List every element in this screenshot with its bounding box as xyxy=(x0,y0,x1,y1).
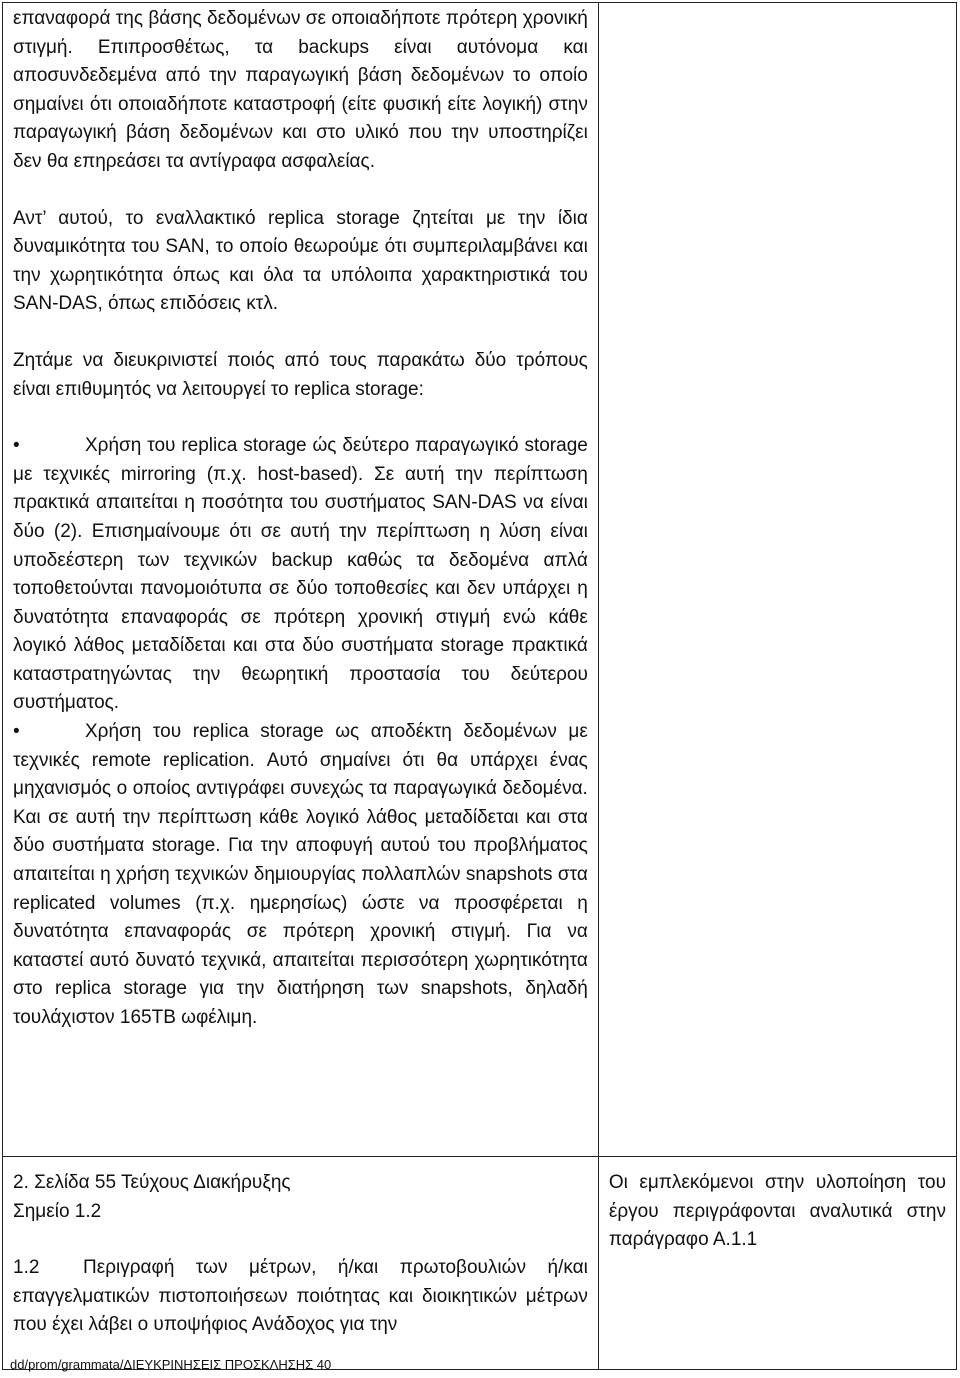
question-cell xyxy=(3,3,599,1157)
answer-cell xyxy=(598,3,956,1157)
list-item xyxy=(13,432,588,718)
item-number: 1.2 xyxy=(13,1257,40,1279)
paragraph-replica-request: Αντ’ αυτού, το εναλλακτικό replica storage ζητείται με την ίδια δυναμικότητα του SAN, το οποίο θεωρούμε ότι συμπεριλαμβάνει και την χωρητικότητα όπως και όλα τα υπόλοιπα χαρακτηριστικά του SAN-DAS, όπως επιδόσεις κτλ. xyxy=(13,207,588,315)
document-table xyxy=(2,2,957,1370)
bullet-list xyxy=(13,432,588,1032)
item-paragraph xyxy=(13,1254,588,1340)
question-cell xyxy=(3,1157,599,1370)
answer-text: Οι εμπλεκόμενοι στην υλοποίηση του έργου περιγράφονται αναλυτικά στην παράγραφο Α.1.1 xyxy=(608,1172,946,1251)
list-item-text: Χρήση του replica storage ως αποδέκτη δεδομένων με τεχνικές remote replication. Αυτό σημαίνει ότι θα υπάρχει ένας μηχανισμός ο οποίος αντιγράφει συνεχώς τα παραγωγικά δεδομένα. Και σε αυτή την περίπτωση κάθε λογικό λάθος μεταδίδεται και στα δύο συστήματα storage. Για την αποφυγή αυτού του προβλήματος απαιτείται η χρήση τεχνικών δημιουργίας πολλαπλών snapshots στα replicated volumes (π.χ. ημερησίως) ώστε να προσφέρεται η δυνατότητα επαναφοράς σε πρότερη χρονική στιγμή. Για να καταστεί αυτό δυνατό τεχνικά, απαιτείται περισσότερη χωρητικότητα στο replica storage για την διατήρηση των snapshots, δηλαδή τουλάχιστον 165TB ωφέλιμη. xyxy=(13,721,588,1028)
item-text: Περιγραφή των μέτρων, ή/και πρωτοβουλιών ή/και επαγγελματικών πιστοποιήσεων ποιότητας και διοικητικών μέτρων που έχει λάβει ο υποψήφιος Ανάδοχος για την xyxy=(13,1257,588,1336)
bullet-icon: • xyxy=(13,435,20,457)
reference-line: 2. Σελίδα 55 Τεύχους Διακήρυξης xyxy=(13,1172,291,1193)
paragraph-backup-context: επαναφορά της βάσης δεδομένων σε οποιαδήποτε πρότερη χρονική στιγμή. Επιπροσθέτως, τα backups είναι αυτόνομα και αποσυνδεδεμένα από την παραγωγική βάση δεδομένων το οποίο σημαίνει ότι οποιαδήποτε καταστροφή (είτε φυσική είτε λογική) στην παραγωγική βάση δεδομένων και στο υλικό που την υποστηρίζει δεν θα επηρεάσει τα αντίγραφα ασφαλείας. xyxy=(13,8,588,172)
list-item-text: Χρήση του replica storage ώς δεύτερο παραγωγικό storage με τεχνικές mirroring (π.χ. host-based). Σε αυτή την περίπτωση πρακτικά απαιτείται η ποσότητα του συστήματος SAN-DAS να είναι δύο (2). Επισημαίνουμε ότι σε αυτή την περίπτωση η λύση είναι υποδεέστερη των τεχνικών backup καθώς τα δεδομένα απλά τοποθετούνται πανομοιότυπα σε δύο τοποθεσίες και δεν υπάρχει η δυνατότητα επαναφοράς σε πρότερη χρονική στιγμή ενώ κάθε λογικό λάθος μεταδίδεται και στα δύο συστήματα storage πρακτικά καταστρατηγώντας την θεωρητική προστασία του δεύτερου συστήματος. xyxy=(13,435,588,714)
paragraph-question: Ζητάμε να διευκρινιστεί ποιός από τους παρακάτω δύο τρόπους είναι επιθυμητός να λειτουργεί το replica storage: xyxy=(13,349,588,400)
answer-cell xyxy=(598,1157,956,1370)
reference-point: Σημείο 1.2 xyxy=(13,1200,102,1222)
page-footer: dd/prom/grammata/ΔΙΕΥΚΡΙΝΗΣΕΙΣ ΠΡΟΣΚΛΗΣΗΣ 40 xyxy=(10,1357,332,1372)
list-item xyxy=(13,718,588,1033)
table-row xyxy=(3,3,957,1157)
bullet-icon: • xyxy=(13,721,20,743)
table-row xyxy=(3,1157,957,1370)
